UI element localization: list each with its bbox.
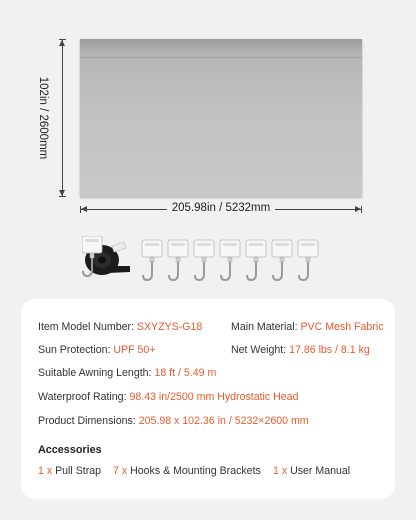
accessory-item [113, 465, 261, 477]
spec-weight [231, 344, 370, 356]
spec-sun-value: UPF 50+ [113, 344, 156, 356]
accessory-item [273, 465, 350, 477]
hook-bracket-7 [298, 240, 318, 280]
height-dimension-line [62, 39, 63, 197]
accessories-title: Accessories [38, 444, 102, 456]
accessory-qty: 7 x [113, 465, 128, 477]
arrow-down-icon [59, 190, 65, 196]
spec-material-label: Main Material: [231, 321, 298, 333]
spec-dimensions-value: 205.98 x 102.36 in / 5232×2600 mm [138, 415, 309, 427]
hook-bracket-4 [220, 240, 240, 280]
hook-bracket-3 [194, 240, 214, 280]
spec-length-value: 18 ft / 5.49 m [154, 367, 217, 379]
spec-waterproof-label: Waterproof Rating: [38, 391, 127, 403]
spec-weight-value: 17.86 lbs / 8.1 kg [289, 344, 370, 356]
accessory-qty: 1 x [38, 465, 53, 477]
hook-bracket-5 [246, 240, 266, 280]
fabric-panel-image [80, 39, 362, 197]
spec-sun-label: Sun Protection: [38, 344, 111, 356]
spec-card [21, 299, 395, 499]
hook-bracket-2 [168, 240, 188, 280]
accessory-name: Pull Strap [55, 465, 102, 477]
hook-bracket-6 [272, 240, 292, 280]
spec-sun [38, 344, 156, 356]
spec-waterproof [38, 391, 298, 403]
spec-dimensions [38, 415, 309, 427]
spec-weight-label: Net Weight: [231, 344, 287, 356]
width-dimension-label [0, 202, 416, 214]
accessories-illustration [82, 236, 342, 292]
spec-dimensions-label: Product Dimensions: [38, 415, 136, 427]
width-dimension-text: 205.98in / 5232mm [167, 202, 275, 214]
spec-model-label: Item Model Number: [38, 321, 134, 333]
accessory-qty: 1 x [273, 465, 288, 477]
spec-model [38, 321, 202, 333]
accessory-item [38, 465, 101, 477]
spec-length [38, 367, 216, 379]
fabric-top-hem [80, 39, 362, 58]
height-dimension-text: 102in / 2600mm [37, 74, 49, 162]
spec-material [231, 321, 384, 333]
arrow-up-icon [59, 40, 65, 46]
spec-model-value: SXYZYS-G18 [136, 321, 203, 333]
accessory-name: Hooks & Mounting Brackets [130, 465, 261, 477]
spec-material-value: PVC Mesh Fabric [300, 321, 384, 333]
spec-length-label: Suitable Awning Length: [38, 367, 152, 379]
hook-bracket-1 [142, 240, 162, 280]
accessory-name: User Manual [290, 465, 351, 477]
spec-waterproof-value: 98.43 in/2500 mm Hydrostatic Head [129, 391, 299, 403]
